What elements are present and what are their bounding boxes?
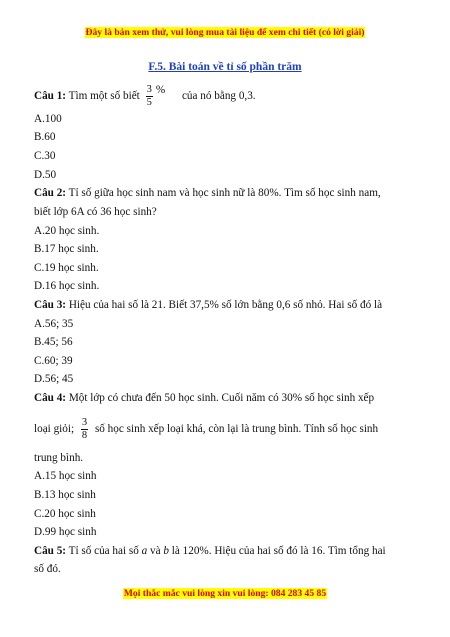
contact-text: Mọi thắc mắc vui lòng xin vui lòng: 084 283 45 85 [123, 588, 327, 599]
question-1-option-c: C.30 [34, 150, 56, 162]
question-5-text-1: Tỉ số của hai số [68, 545, 139, 557]
fraction-denominator: 8 [81, 430, 88, 441]
question-3-line-1: Hiệu của hai số là 21. Biết 37,5% số lớn bằng 0,6 số nhỏ. Hai số đó là [68, 299, 383, 311]
question-4-option-d: D.99 học sinh [34, 526, 97, 538]
question-3-option-d: D.56; 45 [34, 373, 74, 385]
question-4-line-1: Một lớp có chưa đến 50 học sinh. Cuối năm có 30% số học sinh xếp [68, 392, 375, 404]
percent-sign: % [155, 84, 166, 97]
question-1-option-b: B.60 [34, 131, 56, 143]
question-4-option-a: A.15 học sinh [34, 470, 97, 482]
question-1-option-d: D.50 [34, 169, 57, 181]
question-4-line-2-after: số học sinh xếp loại khá, còn lại là trung bình. Tính số học sinh [94, 423, 379, 436]
question-5-text-3: là 120%. Hiệu của hai số đó là 16. Tìm tổng hai [171, 545, 386, 557]
preview-notice-text: Đây là bản xem thử, vui lòng mua tài liệu để xem chi tiết (có lời giải) [85, 27, 365, 38]
question-4-label: Câu 4: [34, 392, 67, 404]
question-2-option-c: C.19 học sinh. [34, 262, 99, 274]
question-5-text-2: và [150, 545, 161, 557]
section-title: F.5. Bài toán về tỉ số phần trăm [148, 61, 302, 73]
question-5-label: Câu 5: [34, 545, 67, 557]
fraction-3-8 [81, 417, 88, 442]
question-4-line-2 [34, 417, 378, 442]
preview-notice-banner [0, 27, 450, 38]
question-3-option-b: B.45; 56 [34, 336, 73, 348]
question-2-option-d: D.16 học sinh. [34, 280, 100, 292]
contact-banner [0, 588, 450, 599]
question-2-option-a: A.20 học sinh. [34, 225, 100, 237]
question-2-line-2: biết lớp 6A có 36 học sinh? [34, 206, 157, 218]
variable-a: a [141, 545, 148, 557]
question-3-option-c: C.60; 39 [34, 355, 73, 367]
question-2-line-1: Tỉ số giữa học sinh nam và học sinh nữ là 80%. Tìm số học sinh nam, [68, 187, 381, 199]
question-1-text-after: của nó bằng 0,3. [181, 90, 256, 103]
question-3-option-a: A.56; 35 [34, 318, 74, 330]
question-4-option-c: C.20 học sinh [34, 508, 96, 520]
question-3-label: Câu 3: [34, 299, 67, 311]
question-1-option-a: A.100 [34, 113, 62, 125]
question-2-label: Câu 2: [34, 187, 67, 199]
question-4-line-2-before: loại giỏi; [34, 423, 75, 436]
question-5 [34, 544, 386, 558]
variable-b: b [163, 545, 169, 557]
fraction-3-5 [146, 84, 153, 109]
fraction-numerator: 3 [146, 84, 152, 95]
question-4 [34, 391, 374, 405]
question-4-line-3: trung bình. [34, 452, 84, 464]
question-1 [34, 84, 256, 109]
fraction-denominator: 5 [146, 97, 152, 108]
fraction-numerator: 3 [81, 417, 88, 428]
question-2-option-b: B.17 học sinh. [34, 243, 99, 255]
question-4-option-b: B.13 học sinh [34, 489, 96, 501]
question-3 [34, 298, 382, 312]
question-1-label: Câu 1: [34, 90, 67, 103]
question-5-line-2: số đó. [34, 563, 61, 575]
question-1-text-before: Tìm một số biết [68, 90, 140, 103]
question-2 [34, 186, 381, 200]
